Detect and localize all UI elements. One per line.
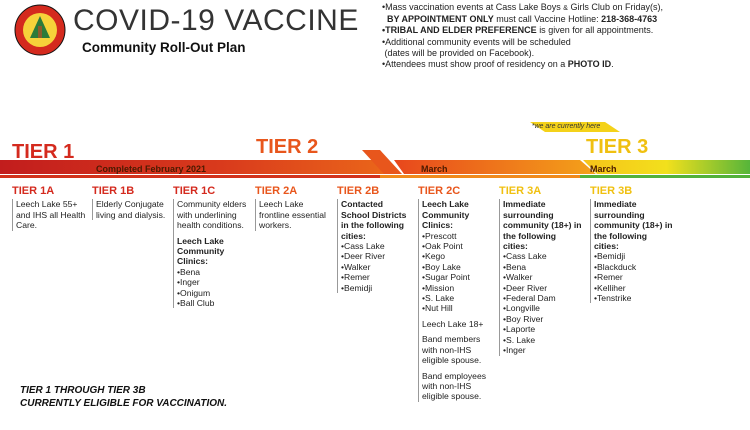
tier-2c-extra-band-members: Band members with non-IHS eligible spouse. [422,334,482,366]
list-item: •S. Lake [503,334,536,345]
page-subtitle: Community Roll-Out Plan [82,40,246,55]
list-item: •Tenstrike [594,293,632,304]
list-item: •Nut Hill [422,303,453,314]
list-item: •Boy River [503,313,544,324]
tier-3b-head: Immediate surrounding community (18+) in the following cities: [594,199,673,252]
list-item: •Remer [594,272,623,283]
note-appointment: BY APPOINTMENT ONLY must call Vaccine Hotline: 218-368-4763 [387,14,658,25]
tier-3b-body [590,199,674,303]
list-item: •Inger [177,277,200,288]
tier-1b-column [92,186,170,220]
list-item: •Mission [422,282,455,293]
tier-1c-header: TIER 1C [173,185,216,197]
tier-2c-body [418,199,494,401]
eligibility-footer [20,384,227,410]
list-item: •Cass Lake [341,241,385,252]
tier-3a-column [499,186,583,356]
current-position-callout: *we are currently here [531,123,601,130]
tier-2a-text: Leech Lake frontline essential workers. [255,199,331,230]
bar-march-label-2: March [590,164,617,174]
tier-2c-extra-18plus: Leech Lake 18+ [422,318,484,329]
tier-3a-head: Immediate surrounding community (18+) in the following cities: [503,199,582,252]
list-item: •Bemidji [594,251,626,262]
tier-1c-column [173,186,251,308]
tier-2b-body [337,199,413,293]
tier-3b-header: TIER 3B [590,185,633,197]
tier-3a-body [499,199,583,355]
list-item: •Cass Lake [503,251,547,262]
footer-line-2: CURRENTLY ELIGIBLE FOR VACCINATION. [20,398,228,409]
tier-2b-head: Contacted School Districts in the following cities: [341,199,407,241]
footer-line-1: TIER 1 THROUGH TIER 3B [20,385,146,396]
list-item: •Longville [503,303,540,314]
list-item: •Onigum [177,287,211,298]
tier-1b-header: TIER 1B [92,185,135,197]
tier-2c-extra-band-employees: Band employees with non-IHS eligible spouse. [422,370,487,402]
tier-1a-column [12,186,86,231]
list-item: •Kego [422,251,446,262]
list-item: •Bemidji [341,282,373,293]
notes-block [382,2,742,70]
list-item: •Kelliher [594,282,626,293]
tier-1b-text: Elderly Conjugate living and dialysis. [92,199,170,220]
list-item: •Inger [503,345,526,356]
tier-2a-column [255,186,331,231]
note-facebook: (dates will be provided on Facebook). [384,47,535,58]
list-item: •Bena [503,261,527,272]
tier-2a-header: TIER 2A [255,185,298,197]
tier2-label: TIER 2 [256,136,319,158]
page-title: COVID-19 VACCINE [73,4,359,37]
note-photo-id: •Attendees must show proof of residency on a PHOTO ID. [382,59,614,70]
tier-1c-text: Community elders with underlining health conditions. [177,199,247,231]
tier-3b-column [590,186,674,303]
list-item: •Deer River [503,282,548,293]
list-item: •Sugar Point [422,272,470,283]
tier-2b-header: TIER 2B [337,185,380,197]
tier-1c-body [173,199,251,308]
list-item: •Laporte [503,324,536,335]
list-item: •Federal Dam [503,293,556,304]
list-item: •Deer River [341,251,386,262]
tier3-label: TIER 3 [586,136,649,158]
note-preference: •TRIBAL AND ELDER PREFERENCE is given for all appointments. [382,25,654,36]
tier1-label: TIER 1 [12,141,75,163]
list-item: •S. Lake [422,293,455,304]
list-item: •Remer [341,272,370,283]
list-item: •Ball Club [177,298,215,309]
list-item: •Bena [177,266,201,277]
list-item: •Boy Lake [422,261,461,272]
list-item: •Prescott [422,230,457,241]
list-item: •Walker [503,272,533,283]
tier-2b-column [337,186,413,293]
tier-2c-column [418,186,494,402]
note-additional-events: •Additional community events will be scheduled [382,36,571,47]
list-item: •Walker [341,261,371,272]
tier-2c-head: Leech Lake Community Clinics: [422,199,470,231]
tier-1a-header: TIER 1A [12,185,55,197]
tier-3a-header: TIER 3A [499,185,542,197]
list-item: •Blackduck [594,261,637,272]
tier-1c-subhead: Leech Lake Community Clinics: [177,235,225,267]
bar-completed-label: Completed February 2021 [96,164,207,174]
tier-2c-header: TIER 2C [418,185,461,197]
note-mass-vaccination: •Mass vaccination events at Cass Lake Boys & Girls Club on Friday(s), [382,2,663,12]
tier-1a-text: Leech Lake 55+ and IHS all Health Care. [12,199,86,230]
leech-lake-logo [14,4,66,56]
list-item: •Oak Point [422,241,463,252]
bar-march-label-1: March [421,164,448,174]
